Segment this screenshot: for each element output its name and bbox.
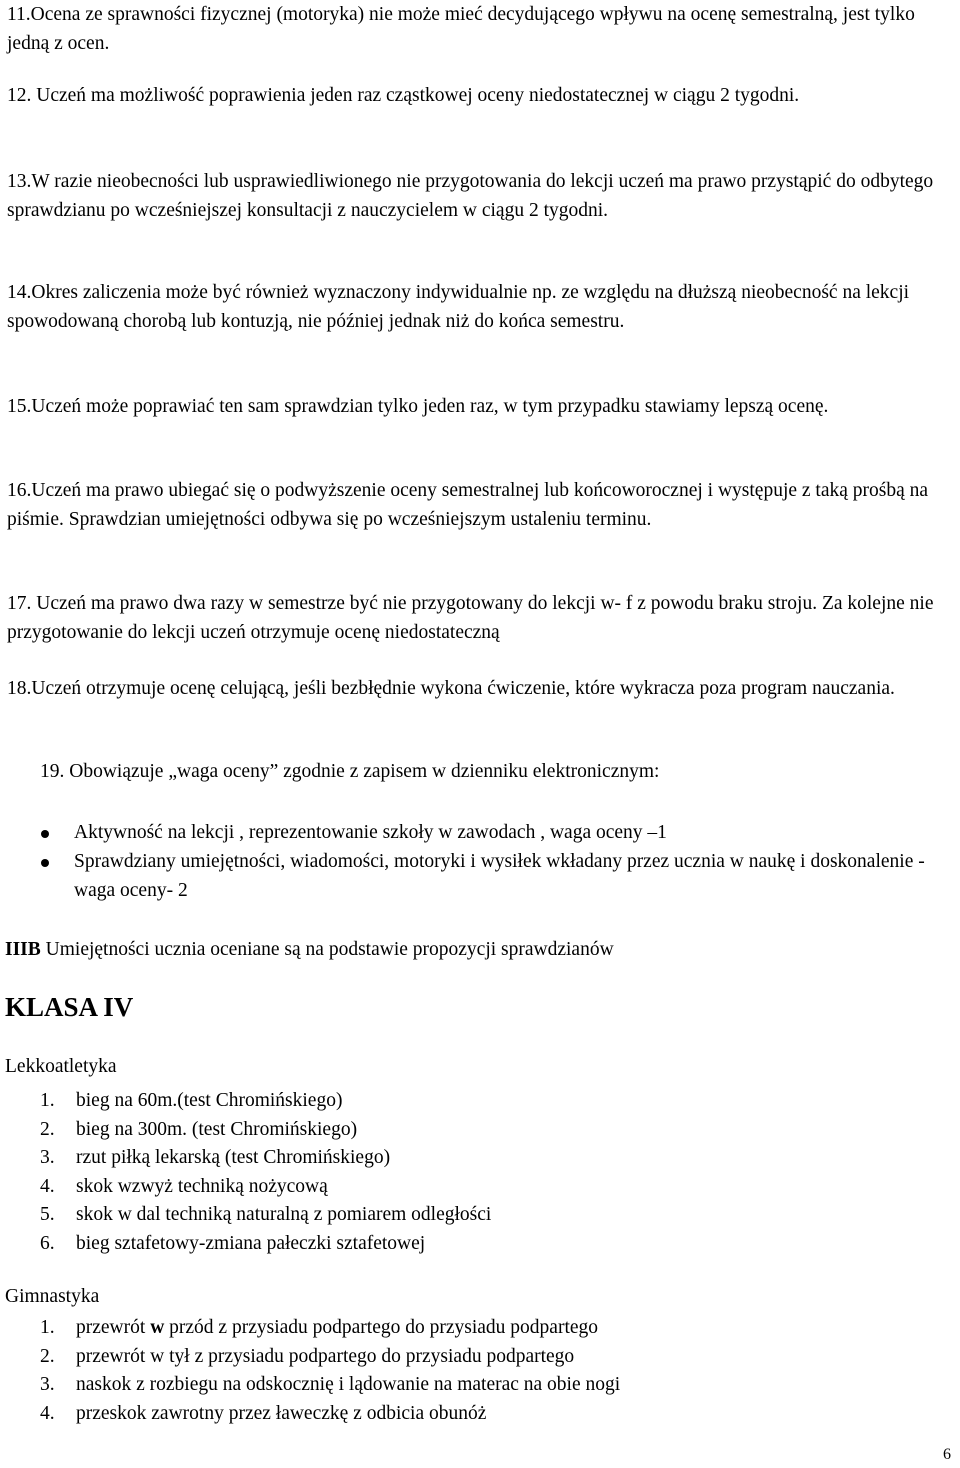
- grade-weight-item: [20, 818, 955, 847]
- rule-12: 12. Uczeń ma możliwość poprawienia jeden raz cząstkowej oceny niedostatecznej w ciągu 2 tygodni.: [7, 85, 800, 106]
- rule-15: 15.Uczeń może poprawiać ten sam sprawdzian tylko jeden raz, w tym przypadku stawiamy lepszą ocenę.: [7, 396, 829, 417]
- page-number: 6: [943, 1446, 951, 1463]
- grade-weight-text: Sprawdziany umiejętności, wiadomości, motoryki i wysiłek wkładany przez ucznia w naukę i doskonalenie -waga oceny- 2: [74, 851, 925, 901]
- list-item: [40, 1314, 620, 1343]
- item-number: 5.: [40, 1204, 55, 1225]
- section-label: IIIB: [5, 939, 41, 960]
- list-item: [40, 1400, 620, 1429]
- gymnastics-heading: Gimnastyka: [5, 1286, 100, 1307]
- item-number: 3.: [40, 1147, 55, 1168]
- section-heading: [5, 935, 614, 964]
- list-item: [40, 1144, 491, 1173]
- list-item: [40, 1087, 491, 1116]
- item-text: bieg na 300m. (test Chromińskiego): [76, 1118, 358, 1140]
- item-text: przód z przysiadu podpartego do przysiadu podpartego: [164, 1317, 599, 1338]
- item-number: 4.: [40, 1402, 55, 1424]
- section-text: Umiejętności ucznia oceniane są na podstawie propozycji sprawdzianów: [40, 939, 614, 960]
- list-item: [40, 1201, 491, 1230]
- grade-weight-text: Aktywność na lekcji , reprezentowanie szkoły w zawodach , waga oceny –1: [74, 822, 667, 843]
- item-text: rzut piłką lekarską (test Chromińskiego): [76, 1147, 391, 1168]
- list-item: [40, 1173, 491, 1202]
- item-number: 3.: [40, 1374, 55, 1395]
- rule-18: 18.Uczeń otrzymuje ocenę celującą, jeśli bezbłędnie wykona ćwiczenie, które wykracza poza program nauczania.: [7, 678, 895, 699]
- class-heading: KLASA IV: [5, 992, 134, 1022]
- rule-19: 19. Obowiązuje „waga oceny” zgodnie z zapisem w dzienniku elektronicznym:: [40, 761, 660, 782]
- list-item: [40, 1343, 620, 1372]
- grade-weight-item: [20, 847, 955, 905]
- item-text: skok wzwyż techniką nożycową: [76, 1175, 328, 1197]
- bullet-icon: [41, 830, 49, 838]
- item-text: naskok z rozbiegu na odskocznię i lądowanie na materac na obie nogi: [76, 1374, 621, 1395]
- item-number: 1.: [40, 1090, 55, 1111]
- item-number: 4.: [40, 1175, 55, 1197]
- rule-14: 14.Okres zaliczenia może być również wyznaczony indywidualnie np. ze względu na dłuższą nieobecność na lekcji spowodowaną chorobą lub kontuzją, nie później jednak niż do końca semestru.: [7, 282, 910, 332]
- item-text: przewrót w tył z przysiadu podpartego do przysiadu podpartego: [76, 1345, 575, 1367]
- rule-11: 11.Ocena ze sprawności fizycznej (motoryka) nie może mieć decydującego wpływu na ocenę semestralną, jest tylko jedną z ocen.: [7, 4, 915, 54]
- item-text: przeskok zawrotny przez ławeczkę z odbicia obunóż: [76, 1402, 487, 1424]
- list-item: [40, 1230, 491, 1259]
- item-text: skok w dal techniką naturalną z pomiarem odległości: [76, 1204, 492, 1225]
- item-number: 2.: [40, 1345, 55, 1367]
- item-number: 6.: [40, 1232, 55, 1254]
- grade-weight-list: [20, 818, 955, 905]
- athletics-heading: Lekkoatletyka: [5, 1056, 117, 1077]
- item-text: bieg na 60m.(test Chromińskiego): [76, 1090, 343, 1111]
- athletics-list: [40, 1087, 491, 1258]
- item-number: 1.: [40, 1317, 55, 1338]
- list-item: [40, 1371, 620, 1400]
- bullet-icon: [41, 859, 49, 867]
- rule-16: 16.Uczeń ma prawo ubiegać się o podwyższenie oceny semestralnej lub końcoworocznej i występuje z taką prośbą na piśmie. Sprawdzian umiejętności odbywa się po wcześniejszym ustaleniu terminu.: [7, 480, 929, 530]
- item-text-pre: przewrót: [76, 1317, 151, 1338]
- list-item: [40, 1116, 491, 1145]
- item-text: bieg sztafetowy-zmiana pałeczki sztafetowej: [76, 1232, 426, 1254]
- item-text-bold: w: [150, 1317, 165, 1338]
- gymnastics-list: [40, 1314, 620, 1428]
- rule-13: 13.W razie nieobecności lub usprawiedliwionego nie przygotowania do lekcji uczeń ma prawo przystąpić do odbytego sprawdzianu po wcześniejszej konsultacji z nauczycielem w ciągu 2 tygodni.: [7, 171, 934, 221]
- rule-17: 17. Uczeń ma prawo dwa razy w semestrze być nie przygotowany do lekcji w- f z powodu braku stroju. Za kolejne nie przygotowanie do lekcji uczeń otrzymuje ocenę niedostateczną: [7, 593, 934, 643]
- item-number: 2.: [40, 1118, 55, 1140]
